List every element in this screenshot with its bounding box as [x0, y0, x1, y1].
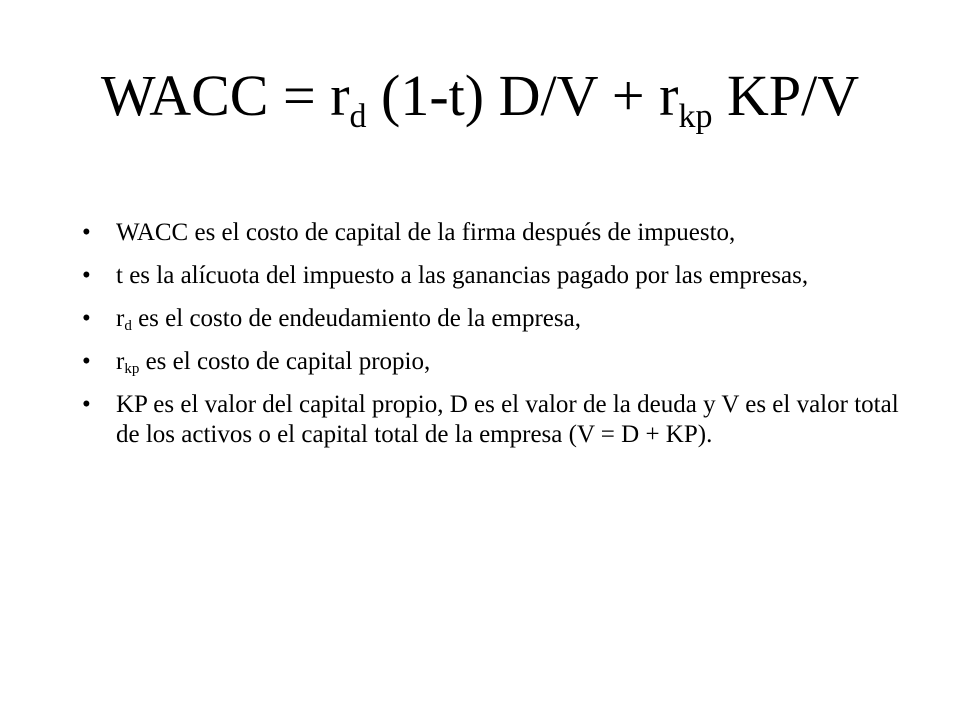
bullet-text: t es la alícuota del impuesto a las ganancias pagado por las empresas,: [116, 262, 809, 289]
bullet-icon: •: [82, 219, 91, 246]
title-part-1: WACC = r: [100, 63, 350, 128]
bullet-item-rkp: [80, 347, 900, 377]
bullet-text: KP es el valor del capital propio, D es el valor de la deuda y V es el valor total de los activos o el capital total de la empresa (V = D + KP).: [116, 391, 899, 448]
bullet-subscript: kp: [124, 361, 140, 377]
bullet-item-rd: [80, 304, 900, 334]
bullet-list: [80, 218, 900, 463]
bullet-text: es el costo de endeudamiento de la empresa,: [131, 305, 581, 332]
title-subscript-kp: kp: [678, 98, 713, 135]
bullet-prefix: r: [116, 348, 125, 375]
bullet-icon: •: [82, 262, 91, 289]
bullet-icon: •: [82, 305, 91, 332]
bullet-subscript: d: [124, 318, 132, 334]
title-subscript-d: d: [349, 98, 367, 135]
slide-title: [0, 60, 960, 135]
bullet-icon: •: [82, 391, 91, 418]
bullet-item-wacc: [80, 218, 900, 248]
title-part-3: KP/V: [712, 63, 860, 128]
bullet-text: es el costo de capital propio,: [139, 348, 431, 375]
bullet-item-t: [80, 261, 900, 291]
title-part-2: (1-t) D/V + r: [366, 63, 679, 128]
bullet-prefix: r: [116, 305, 125, 332]
bullet-icon: •: [82, 348, 91, 375]
bullet-text: WACC es el costo de capital de la firma después de impuesto,: [116, 219, 736, 246]
bullet-item-kp: [80, 390, 900, 450]
